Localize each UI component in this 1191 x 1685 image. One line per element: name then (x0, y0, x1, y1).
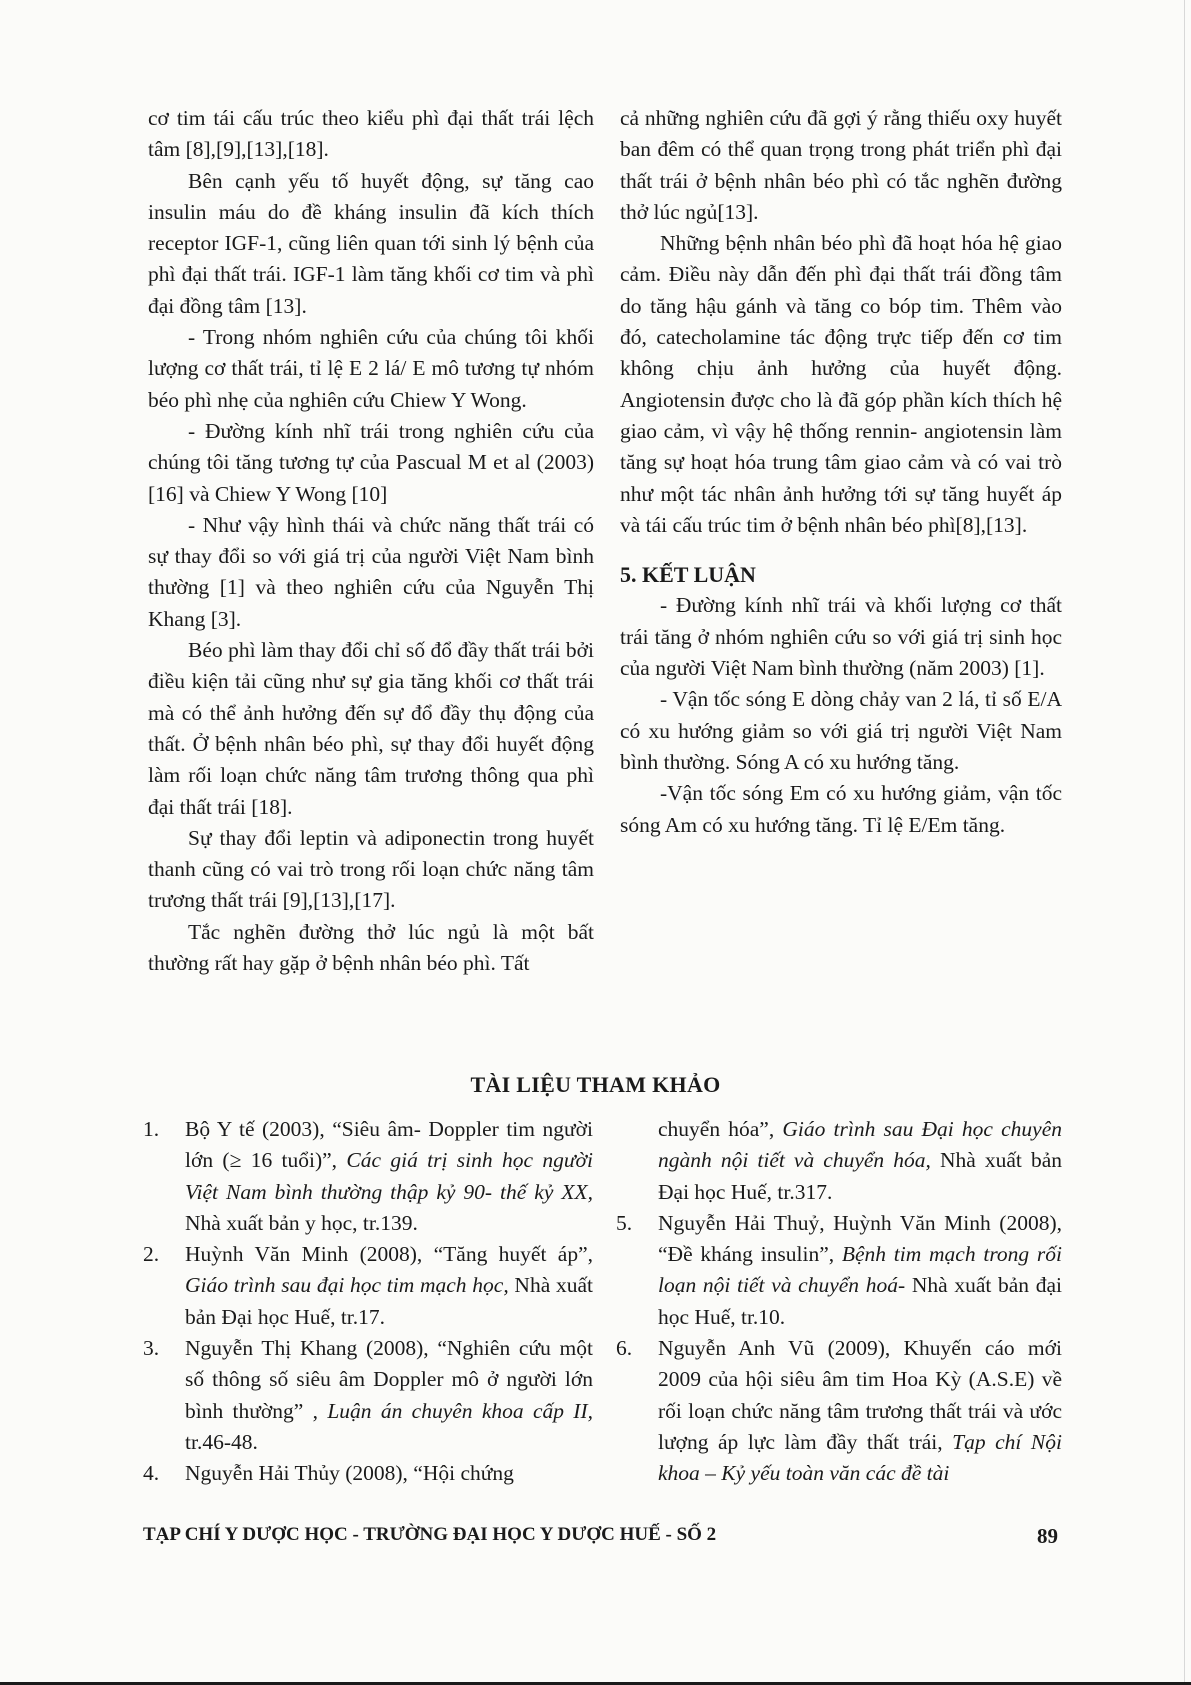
page-footer (143, 1524, 1058, 1546)
references-title: TÀI LIỆU THAM KHẢO (470, 1072, 721, 1097)
reference-italic: Giáo trình sau Đại học chuyên ngành nội tiết và chuyển hóa, (658, 1117, 1062, 1173)
reference-text: Nhà xuất bản Đại học Huế, tr.317. (658, 1148, 1062, 1204)
conclusion-paragraph: - Đường kính nhĩ trái và khối lượng cơ thất trái tăng ở nhóm nghiên cứu so với giá trị sinh học của người Việt Nam bình thường (năm 2003) [1]. (620, 593, 1062, 681)
reference-text: chuyển hóa”, (658, 1117, 783, 1141)
paragraph: cả những nghiên cứu đã gợi ý rằng thiếu oxy huyết ban đêm có thể quan trọng trong phát triển phì đại thất trái ở bệnh nhân béo phì có tắc nghẽn đường thở lúc ngủ[13]. (620, 106, 1062, 224)
reference-item (616, 1114, 1062, 1208)
reference-italic: Giáo trình sau đại học tim mạch học, (185, 1273, 509, 1298)
reference-number: 2. (143, 1242, 160, 1267)
reference-italic: Luận án chuyên khoa cấp II, (327, 1398, 593, 1423)
right-column (620, 103, 1062, 841)
reference-item (616, 1333, 1062, 1489)
reference-italic: Các giá trị sinh học người Việt Nam bình thường thập kỷ 90- thế kỷ XX, (185, 1148, 593, 1204)
reference-italic: Tạp chí Nội khoa – Kỷ yếu toàn văn các đề tài (658, 1429, 1062, 1486)
journal-name: TẠP CHÍ Y DƯỢC HỌC - TRƯỜNG ĐẠI HỌC Y DƯỢC HUẾ - SỐ 2 (143, 1524, 717, 1545)
paragraph: Những bệnh nhân béo phì đã hoạt hóa hệ giao cảm. Điều này dẫn đến phì đại thất trái đồng tâm do tăng hậu gánh và tăng co bóp tim. Thêm vào đó, catecholamine tác động trực tiếp đến cơ tim không chịu ảnh hưởng của huyết động. Angiotensin được cho là đã góp phần kích thích hệ giao cảm, vì vậy hệ thống rennin- angiotensin làm tăng sự hoạt hóa trung tâm giao cảm và có vai trò như một tác nhân ảnh hưởng tới sự tăng huyết áp và tái cấu trúc tim ở bệnh nhân béo phì[8],[13]. (620, 231, 1062, 537)
reference-item (143, 1333, 593, 1458)
reference-text: Nguyễn Thị Khang (2008), “Nghiên cứu một số thông số siêu âm Doppler mô ở người lớn bình thường” , (185, 1336, 593, 1423)
paragraph: cơ tim tái cấu trúc theo kiểu phì đại thất trái lệch tâm [8],[9],[13],[18]. (148, 106, 594, 162)
paragraph: - Đường kính nhĩ trái trong nghiên cứu của chúng tôi tăng tương tự của Pascual M et al (2003)[16] và Chiew Y Wong [10] (148, 418, 594, 506)
paragraph: Sự thay đổi leptin và adiponectin trong huyết thanh cũng có vai trò trong rối loạn chức năng tâm trương thất trái [9],[13],[17]. (148, 825, 594, 913)
conclusion-heading: 5. KẾT LUẬN (620, 562, 756, 588)
reference-number: 5. (616, 1210, 633, 1235)
reference-text: Nguyễn Hải Thủy (2008), “Hội chứng (185, 1461, 514, 1486)
reference-text: Nguyễn Anh Vũ (2009), Khuyến cáo mới 2009 của hội siêu âm tim Hoa Kỳ (A.S.E) về rối loạn chức năng tâm trương thất trái và ước lượng áp lực làm đầy thất trái, (658, 1336, 1062, 1454)
reference-text: Bộ Y tế (2003), “Siêu âm- Doppler tim người lớn (≥ 16 tuổi)”, (185, 1117, 593, 1173)
paragraph: Bên cạnh yếu tố huyết động, sự tăng cao insulin máu do đề kháng insulin đã kích thích receptor IGF-1, cũng liên quan tới sinh lý bệnh của phì đại thất trái. IGF-1 làm tăng khối cơ tim và phì đại đồng tâm [13]. (148, 168, 594, 318)
reference-number: 4. (143, 1461, 160, 1486)
reference-text: tr.46-48. (185, 1429, 258, 1454)
reference-italic: Bệnh tim mạch trong rối loạn nội tiết và chuyển hoá- (658, 1242, 1062, 1298)
reference-text: Nhà xuất bản đại học Huế, tr.10. (658, 1273, 1062, 1329)
reference-number: 6. (616, 1336, 633, 1361)
references-right (616, 1114, 1062, 1490)
paragraph: Béo phì làm thay đổi chỉ số đổ đầy thất trái bởi điều kiện tải cũng như sự gia tăng khối cơ thất trái mà có thể ảnh hưởng đến sự đổ đầy thụ động của thất. Ở bệnh nhân béo phì, sự thay đổi huyết động làm rối loạn chức năng tâm trương thông qua phì đại thất trái [18]. (148, 638, 594, 819)
scan-edge-line (1184, 0, 1185, 1685)
reference-number: 3. (143, 1336, 160, 1361)
reference-item (143, 1114, 593, 1239)
reference-item (143, 1458, 593, 1489)
page-number: 89 (1037, 1524, 1058, 1548)
reference-text: Nguyễn Hải Thuỷ, Huỳnh Văn Minh (2008), “Đề kháng insulin”, (658, 1210, 1062, 1267)
reference-text: Nhà xuất bản y học, tr.139. (185, 1210, 418, 1235)
conclusion-paragraph: -Vận tốc sóng Em có xu hướng giảm, vận tốc sóng Am có xu hướng tăng. Tỉ lệ E/Em tăng. (620, 781, 1062, 837)
paragraph: - Trong nhóm nghiên cứu của chúng tôi khối lượng cơ thất trái, tỉ lệ E 2 lá/ E mô tương tự nhóm béo phì nhẹ của nghiên cứu Chiew Y Wong. (148, 325, 594, 412)
conclusion-paragraph: - Vận tốc sóng E dòng chảy van 2 lá, tỉ số E/A có xu hướng giảm so với giá trị người Việt Nam bình thường. Sóng A có xu hướng tăng. (620, 687, 1062, 774)
left-column (148, 103, 594, 979)
reference-item (143, 1239, 593, 1333)
reference-number: 1. (143, 1117, 160, 1141)
paragraph: Tắc nghẽn đường thở lúc ngủ là một bất thường rất hay gặp ở bệnh nhân béo phì. Tất (148, 919, 594, 976)
reference-item (616, 1208, 1062, 1333)
paragraph: - Như vậy hình thái và chức năng thất trái có sự thay đổi so với giá trị của người Việt Nam bình thường [1] và theo nghiên cứu của Nguyễn Thị Khang [3]. (148, 512, 594, 631)
reference-text: Nhà xuất bản Đại học Huế, tr.17. (185, 1273, 593, 1329)
references-left (143, 1114, 593, 1490)
reference-text: Huỳnh Văn Minh (2008), “Tăng huyết áp”, (185, 1242, 593, 1267)
